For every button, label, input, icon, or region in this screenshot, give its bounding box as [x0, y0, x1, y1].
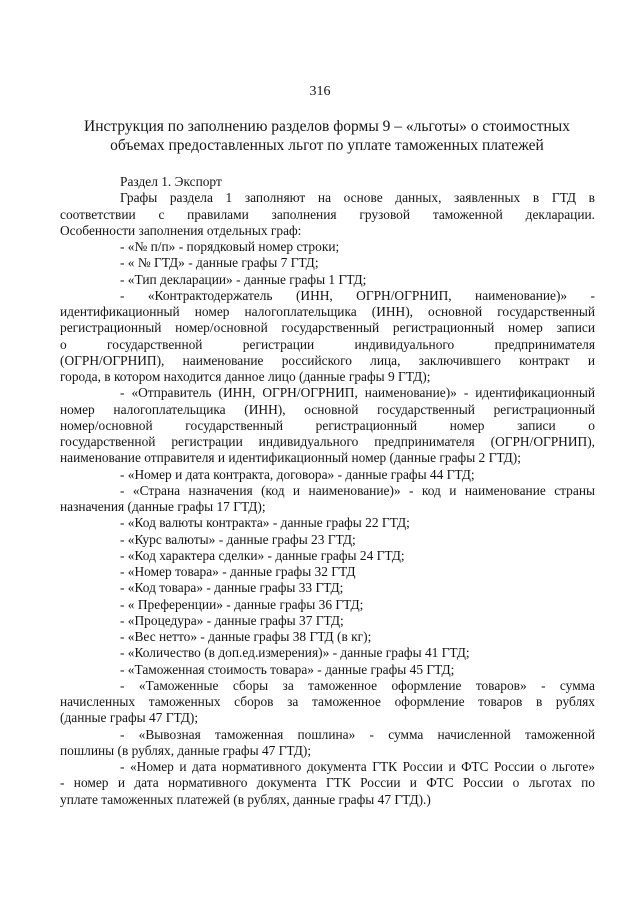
- body-line: - «Курс валюты» - данные графы 23 ГТД;: [120, 531, 356, 547]
- body-line: - «Номер и дата нормативного документа ГТК России и ФТС России о льготе»: [120, 759, 595, 774]
- body-line: - «Страна назначения (код и наименование)» - код и наименование страны: [120, 482, 595, 498]
- body-line: (ОГРН/ОГРНИП), наименование российского лица, заключившего контракт и: [60, 352, 595, 368]
- body-line: - «Отправитель (ИНН, ОГРН/ОГРНИП, наименование)» - идентификационный: [120, 385, 595, 401]
- body-line: - «Номер и дата контракта, договора» - данные графы 44 ГТД;: [120, 466, 475, 482]
- body-line: соответствии с правилами заполнения грузовой таможенной декларации.: [60, 206, 595, 222]
- body-line: номер налогоплательщика (ИНН), основной государственный регистрационный: [60, 401, 595, 417]
- body-line: - номер и дата нормативного документа ГТК России и ФТС России о льготах по: [60, 775, 595, 791]
- body-line: - «Процедура» - данные графы 37 ГТД;: [120, 612, 344, 628]
- body-line: - «Вывозная таможенная пошлина» - сумма начисленной таможенной: [120, 726, 595, 742]
- body-line: - «Код валюты контракта» - данные графы 22 ГТД;: [120, 515, 410, 531]
- document-title: [60, 117, 594, 155]
- body-line: (данные графы 47 ГТД);: [60, 710, 199, 726]
- body-line: - «№ п/п» - порядковый номер строки;: [120, 239, 340, 254]
- body-line: начисленных таможенных сборов за таможенное оформление товаров в рублях: [60, 694, 595, 709]
- body-line: города, в котором находится данное лицо (данные графы 9 ГТД);: [60, 369, 431, 384]
- body-line: - «Код товара» - данные графы 33 ГТД;: [120, 580, 344, 596]
- body-line: регистрационный номер/основной государственный регистрационный номер записи: [60, 320, 595, 336]
- body-line: - « № ГТД» - данные графы 7 ГТД;: [120, 255, 319, 271]
- body-line: назначения (данные графы 17 ГТД);: [60, 499, 266, 514]
- body-line: - «Количество (в доп.ед.измерения)» - данные графы 41 ГТД;: [120, 645, 470, 661]
- body-line: наименование отправителя и идентификационный номер (данные графы 2 ГТД);: [60, 450, 521, 466]
- body-line: - «Контрактодержатель (ИНН, ОГРН/ОГРНИП, наименование)» -: [120, 287, 595, 303]
- title-line-1: Инструкция по заполнению разделов формы 9 – «льготы» о стоимостных: [84, 118, 570, 135]
- body-line: - «Номер товара» - данные графы 32 ГТД: [120, 564, 356, 579]
- page-number: 316: [309, 84, 331, 99]
- body-line: о государственной регистрации индивидуального предпринимателя: [60, 336, 595, 352]
- document-body: [60, 174, 595, 808]
- body-line: идентификационный номер налогоплательщика (ИНН), основной государственный: [60, 304, 595, 319]
- body-line: - «Тип декларации» - данные графы 1 ГТД;: [120, 271, 367, 287]
- body-line: государственной регистрации индивидуального предпринимателя (ОГРН/ОГРНИП),: [60, 434, 595, 449]
- body-line: уплате таможенных платежей (в рублях, данные графы 47 ГТД).): [60, 791, 431, 807]
- body-line: - «Таможенная стоимость товара» - данные графы 45 ГТД;: [120, 661, 455, 677]
- body-lines: [60, 190, 595, 808]
- body-line: - «Вес нетто» - данные графы 38 ГТД (в кг);: [120, 629, 372, 644]
- section-heading: Раздел 1. Экспорт: [120, 174, 222, 189]
- body-line: - «Код характера сделки» - данные графы 24 ГТД;: [120, 547, 405, 563]
- title-line-2: объемах предоставленных льгот по уплате таможенных платежей: [110, 137, 544, 154]
- body-line: Особенности заполнения отдельных граф:: [60, 222, 302, 238]
- body-line: номер/основной государственный регистрационный номер записи о: [60, 417, 595, 433]
- body-line: - « Преференции» - данные графы 36 ГТД;: [120, 596, 364, 612]
- body-line: - «Таможенные сборы за таможенное оформление товаров» - сумма: [120, 677, 595, 693]
- body-line: Графы раздела 1 заполняют на основе данных, заявленных в ГТД в: [120, 190, 595, 206]
- body-line: пошлины (в рублях, данные графы 47 ГТД);: [60, 742, 312, 758]
